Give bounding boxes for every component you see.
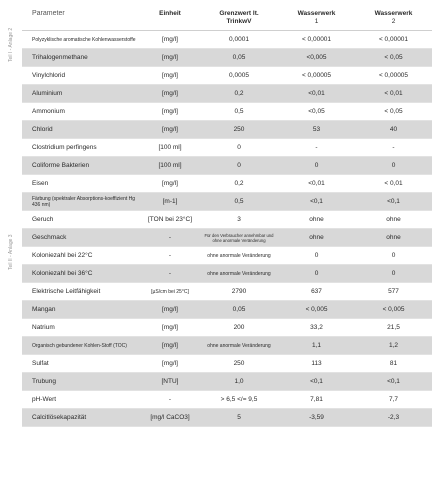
cell-ww1: 0 <box>278 157 355 175</box>
cell-ww2: 577 <box>355 283 432 301</box>
cell-limit: 0,2 <box>200 175 278 193</box>
cell-unit: - <box>140 229 200 247</box>
cell-parameter: Eisen <box>22 175 140 193</box>
cell-unit: [mg/l] <box>140 31 200 49</box>
cell-ww1: 0 <box>278 265 355 283</box>
cell-unit: [mg/l] <box>140 67 200 85</box>
cell-ww1: ohne <box>278 211 355 229</box>
cell-unit: - <box>140 391 200 409</box>
cell-unit: [100 ml] <box>140 139 200 157</box>
table-row <box>22 265 432 283</box>
cell-ww2: 0 <box>355 247 432 265</box>
cell-ww2: <0,1 <box>355 373 432 391</box>
table-row <box>22 301 432 319</box>
cell-ww1: -3,59 <box>278 409 355 427</box>
table-row <box>22 211 432 229</box>
table-row <box>22 157 432 175</box>
header-ww2-line2: 2 <box>391 18 396 25</box>
cell-ww2: 0 <box>355 265 432 283</box>
cell-unit: [mg/l] <box>140 121 200 139</box>
table-row <box>22 31 432 49</box>
cell-limit: 0 <box>200 157 278 175</box>
cell-ww2: < 0,01 <box>355 175 432 193</box>
header-ww2 <box>355 8 432 31</box>
cell-limit: Für den Verbraucher annehmbar und ohne anormale Veränderung <box>200 229 278 247</box>
cell-ww2: < 0,00005 <box>355 67 432 85</box>
cell-ww2: 7,7 <box>355 391 432 409</box>
cell-limit: 0 <box>200 139 278 157</box>
cell-parameter: Elektrische Leitfähigkeit <box>22 283 140 301</box>
header-limit-line1: Grenzwert lt. <box>219 10 259 17</box>
cell-unit: [mg/l] <box>140 103 200 121</box>
cell-ww2: ohne <box>355 229 432 247</box>
cell-ww1: - <box>278 139 355 157</box>
cell-parameter: Geschmack <box>22 229 140 247</box>
table-header-row <box>22 8 432 31</box>
header-ww1 <box>278 8 355 31</box>
cell-unit: [TON bei 23°C] <box>140 211 200 229</box>
table-row <box>22 409 432 427</box>
cell-ww2: 0 <box>355 157 432 175</box>
cell-ww2: < 0,00001 <box>355 31 432 49</box>
cell-ww1: <0,05 <box>278 103 355 121</box>
cell-parameter: Calcitlösekapazität <box>22 409 140 427</box>
cell-ww2: < 0,01 <box>355 85 432 103</box>
cell-parameter: Trubung <box>22 373 140 391</box>
cell-ww1: <0,1 <box>278 193 355 211</box>
cell-unit: [m-1] <box>140 193 200 211</box>
cell-ww1: <0,01 <box>278 85 355 103</box>
cell-limit: 250 <box>200 355 278 373</box>
cell-limit: 250 <box>200 121 278 139</box>
cell-parameter: Clostridium perfingens <box>22 139 140 157</box>
cell-ww1: ohne <box>278 229 355 247</box>
cell-ww2: - <box>355 139 432 157</box>
table-row <box>22 193 432 211</box>
cell-limit: ohne anormale Veränderung <box>200 265 278 283</box>
cell-parameter: pH-Wert <box>22 391 140 409</box>
cell-unit: [mg/l] <box>140 355 200 373</box>
cell-limit: > 6,5 </= 9,5 <box>200 391 278 409</box>
cell-ww2: 1,2 <box>355 337 432 355</box>
cell-ww1: < 0,00005 <box>278 67 355 85</box>
table-row <box>22 229 432 247</box>
cell-ww2: < 0,005 <box>355 301 432 319</box>
cell-parameter: Organisch gebundener Kohlen-Stoff (TOC) <box>22 337 140 355</box>
cell-parameter: Trihalogenmethane <box>22 49 140 67</box>
cell-limit: 0,05 <box>200 49 278 67</box>
table-row <box>22 67 432 85</box>
table-row <box>22 355 432 373</box>
cell-ww1: 53 <box>278 121 355 139</box>
cell-parameter: Natrium <box>22 319 140 337</box>
cell-parameter: Vinylchlorid <box>22 67 140 85</box>
cell-limit: 5 <box>200 409 278 427</box>
cell-unit: [µS/cm bei 25°C] <box>140 283 200 301</box>
cell-ww1: 7,81 <box>278 391 355 409</box>
cell-ww2: <0,1 <box>355 193 432 211</box>
header-unit: Einheit <box>159 10 181 17</box>
cell-parameter: Chlorid <box>22 121 140 139</box>
cell-ww1: < 0,00001 <box>278 31 355 49</box>
table-row <box>22 139 432 157</box>
cell-limit: 3 <box>200 211 278 229</box>
cell-ww1: 637 <box>278 283 355 301</box>
cell-unit: [mg/l] <box>140 85 200 103</box>
table-row <box>22 103 432 121</box>
cell-ww1: <0,1 <box>278 373 355 391</box>
cell-ww2: < 0,05 <box>355 49 432 67</box>
cell-ww2: ohne <box>355 211 432 229</box>
table-row <box>22 85 432 103</box>
cell-limit: ohne anormale Veränderung <box>200 337 278 355</box>
cell-ww2: 81 <box>355 355 432 373</box>
cell-ww2: < 0,05 <box>355 103 432 121</box>
side-label-part1: Teil I - Anlage 2 <box>8 27 14 62</box>
table-row <box>22 373 432 391</box>
cell-unit: - <box>140 265 200 283</box>
header-ww2-line1: Wasserwerk <box>374 10 413 17</box>
cell-parameter: Polyzyklische aromatische Kohlenwasserstoffe <box>22 31 140 49</box>
cell-parameter: Coliforme Bakterien <box>22 157 140 175</box>
cell-parameter: Ammonium <box>22 103 140 121</box>
cell-ww1: <0,01 <box>278 175 355 193</box>
cell-parameter: Färbung (spektraler Absorptions-koeffizient Hg 436 nm) <box>22 193 140 211</box>
cell-unit: [mg/l] <box>140 319 200 337</box>
cell-unit: [mg/l] <box>140 49 200 67</box>
table-row <box>22 247 432 265</box>
table-row <box>22 49 432 67</box>
cell-parameter: Sulfat <box>22 355 140 373</box>
cell-limit: 0,5 <box>200 193 278 211</box>
cell-limit: 0,2 <box>200 85 278 103</box>
cell-parameter: Koloniezahl bei 22°C <box>22 247 140 265</box>
cell-limit: 0,0005 <box>200 67 278 85</box>
cell-limit: ohne anormale Veränderung <box>200 247 278 265</box>
cell-ww2: 21,5 <box>355 319 432 337</box>
header-limit <box>200 8 278 31</box>
cell-limit: 0,5 <box>200 103 278 121</box>
cell-limit: 1,0 <box>200 373 278 391</box>
cell-ww1: < 0,005 <box>278 301 355 319</box>
cell-parameter: Koloniezahl bei 36°C <box>22 265 140 283</box>
cell-ww1: 33,2 <box>278 319 355 337</box>
table-row <box>22 283 432 301</box>
header-limit-line2: TrinkwV <box>226 18 252 25</box>
cell-unit: [mg/l CaCO3] <box>140 409 200 427</box>
cell-parameter: Mangan <box>22 301 140 319</box>
cell-ww1: 113 <box>278 355 355 373</box>
header-ww1-line1: Wasserwerk <box>297 10 336 17</box>
header-parameter: Parameter <box>32 10 65 17</box>
cell-parameter: Aluminium <box>22 85 140 103</box>
cell-limit: 0,05 <box>200 301 278 319</box>
cell-unit: - <box>140 247 200 265</box>
header-ww1-line2: 1 <box>314 18 319 25</box>
cell-ww2: 40 <box>355 121 432 139</box>
cell-unit: [mg/l] <box>140 175 200 193</box>
cell-unit: [mg/l] <box>140 301 200 319</box>
table-row <box>22 121 432 139</box>
cell-ww1: <0,005 <box>278 49 355 67</box>
water-quality-table <box>22 8 432 427</box>
side-label-part2: Teil II - Anlage 3 <box>8 234 14 270</box>
cell-unit: [mg/l] <box>140 337 200 355</box>
cell-ww1: 1,1 <box>278 337 355 355</box>
cell-limit: 200 <box>200 319 278 337</box>
table-row <box>22 391 432 409</box>
cell-ww1: 0 <box>278 247 355 265</box>
cell-parameter: Geruch <box>22 211 140 229</box>
cell-limit: 0,0001 <box>200 31 278 49</box>
cell-unit: [NTU] <box>140 373 200 391</box>
table-row <box>22 319 432 337</box>
table-row <box>22 175 432 193</box>
cell-limit: 2790 <box>200 283 278 301</box>
cell-ww2: -2,3 <box>355 409 432 427</box>
table-row <box>22 337 432 355</box>
cell-unit: [100 ml] <box>140 157 200 175</box>
